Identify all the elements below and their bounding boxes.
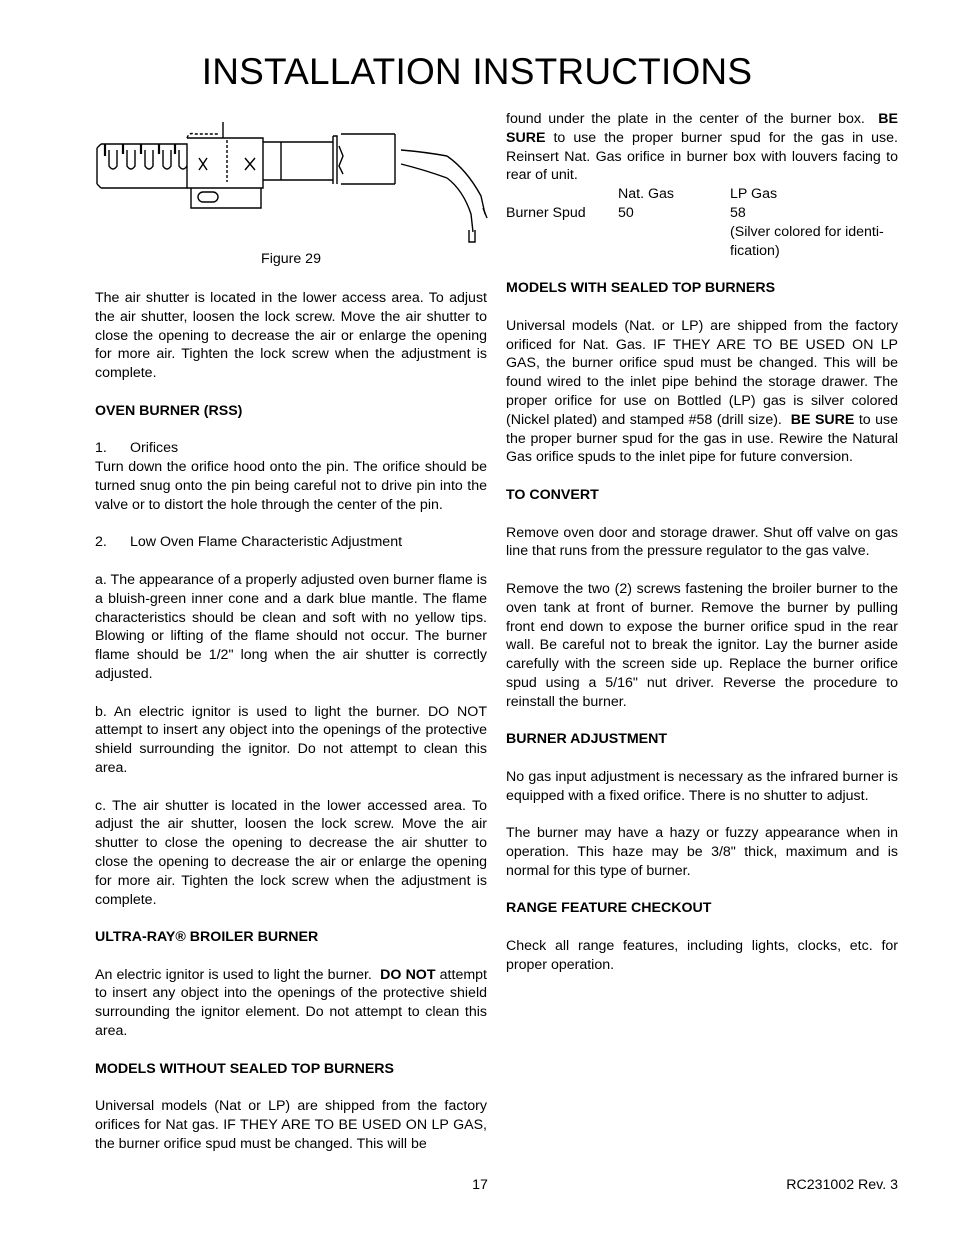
list-item-flame-adjustment	[95, 533, 487, 552]
ultra-ray-heading: ULTRA-RAY® BROILER BURNER	[95, 929, 319, 946]
spec-note: (Silver colored for identi-fication)	[730, 223, 884, 259]
figure-caption: Figure 29	[261, 251, 321, 267]
orifices-text: Turn down the orifice hood onto the pin. The orifice should be turned snug onto the pin being careful not to drive pin into the valve or to distort the hole through the center of the pin.	[95, 459, 487, 513]
burner-spud-table	[506, 185, 898, 260]
page-title: INSTALLATION INSTRUCTIONS	[201, 51, 753, 92]
ultra-ray-text-part: attempt to insert any object into the openings of the protective shield surrounding the ignitor element. Do not attempt to clean this area.	[95, 966, 487, 1040]
air-shutter-intro: The air shutter is located in the lower access area. To adjust the air shutter, loosen the lock screw. Move the air shutter to close the opening to decrease the air or enlarge the opening for more air. Tighten the lock screw when the adjustment is complete.	[95, 290, 487, 382]
page-number: 17	[472, 1177, 488, 1193]
burner-adjustment-text-2: The burner may have a hazy or fuzzy appearance when in operation. This haze may be 3/8" thick, maximum and is normal for this type of burner.	[506, 825, 898, 879]
continued-bold: BE SURE	[506, 111, 898, 146]
burner-air-shutter-figure	[95, 118, 490, 248]
with-sealed-heading: MODELS WITH SEALED TOP BURNERS	[506, 280, 776, 297]
list-item-title: Low Oven Flame Characteristic Adjustment	[130, 534, 403, 551]
ultra-ray-bold: DO NOT	[380, 966, 436, 983]
left-column	[95, 289, 487, 1154]
continued-text-part: to use the proper burner spud for the gas in use. Reinsert Nat. Gas orifice in burner box with louvers facing to rear of unit.	[506, 129, 898, 184]
spec-header-lp: LP Gas	[730, 186, 778, 203]
ultra-ray-text-part: An electric ignitor is used to light the burner.	[95, 966, 372, 983]
right-column	[506, 110, 898, 975]
air-shutter-text: c. The air shutter is located in the lower accessed area. To adjust the air shutter, loosen the lock screw. Move the air shutter to close the opening to decrease the air shutter to close the opening to decrease the air or enlarge the opening for more air. Tighten the lock screw when the adjustment is complete.	[95, 797, 487, 908]
continued-text-part: found under the plate in the center of the burner box.	[506, 111, 865, 127]
with-sealed-text-part: Universal models (Nat. or LP) are shipped from the factory orificed for Nat. Gas. IF THEY ARE TO BE USED ON LP GAS, the burner orifice spud must be changed. This will be found wired to the inlet pipe behind the storage drawer. The proper orifice for use on Bottled (LP) gas is silver colored (Nickel plated) and stamped #58 (drill size).	[506, 317, 898, 428]
to-convert-text-1: Remove oven door and storage drawer. Shut off valve on gas line that runs from the pressure regulator to the gas valve.	[506, 524, 898, 560]
continued-text	[506, 110, 898, 185]
without-sealed-heading: MODELS WITHOUT SEALED TOP BURNERS	[95, 1060, 395, 1077]
spec-row-label: Burner Spud	[506, 204, 586, 221]
with-sealed-bold: BE SURE	[790, 411, 855, 428]
burner-adjustment-text-1: No gas input adjustment is necessary as the infrared burner is equipped with a fixed orifice. There is no shutter to adjust.	[506, 768, 898, 804]
spec-header-nat: Nat. Gas	[618, 186, 674, 203]
range-checkout-heading: RANGE FEATURE CHECKOUT	[506, 900, 712, 917]
range-checkout-text: Check all range features, including lights, clocks, etc. for proper operation.	[506, 938, 898, 973]
oven-burner-heading: OVEN BURNER (RSS)	[95, 402, 243, 419]
list-item-title: Orifices	[130, 440, 179, 457]
list-number: 1.	[95, 440, 107, 457]
spec-lp-value: 58	[730, 204, 746, 221]
burner-adjustment-heading: BURNER ADJUSTMENT	[506, 731, 668, 748]
with-sealed-text-part: to use the proper burner spud for the gas in use. Rewire the Natural Gas orifice spuds to the inlet pipe for future conversion.	[506, 411, 898, 466]
list-item-orifices	[95, 439, 487, 458]
spec-nat-value: 50	[618, 204, 634, 221]
with-sealed-text	[506, 317, 898, 467]
flame-appearance-text: a. The appearance of a properly adjusted oven burner flame is a bluish-green inner cone and a dark blue mantle. The flame characteristics should be clean and soft with no yellow tips. Blowing or lifting of the flame should not occur. The burner flame should be 1/2" long when the air shutter is correctly adjusted.	[95, 571, 487, 682]
list-number: 2.	[95, 534, 107, 551]
ultra-ray-text	[95, 966, 487, 1041]
ignitor-warning-text: b. An electric ignitor is used to light the burner. DO NOT attempt to insert any object into the openings of the protective shield surrounding the ignitor. Do not attempt to clean this area.	[95, 703, 487, 776]
to-convert-heading: TO CONVERT	[506, 486, 599, 503]
document-id: RC231002 Rev. 3	[786, 1177, 898, 1193]
to-convert-text-2: Remove the two (2) screws fastening the broiler burner to the oven tank at front of burner. Remove the burner by pulling front end down to expose the burner orifice spud in the rear wall. Be careful not to break the ignitor. Lay the burner aside carefully with the screen side up. Replace the burner orifice spud using a 5/16" nut driver. Reverse the procedure to reinstall the burner.	[506, 580, 898, 710]
without-sealed-text: Universal models (Nat or LP) are shipped from the factory orifices for Nat gas. IF THEY ARE TO BE USED ON LP GAS, the burner orifice spud must be changed. This will be	[95, 1098, 487, 1152]
spec-empty-cell	[506, 185, 618, 204]
